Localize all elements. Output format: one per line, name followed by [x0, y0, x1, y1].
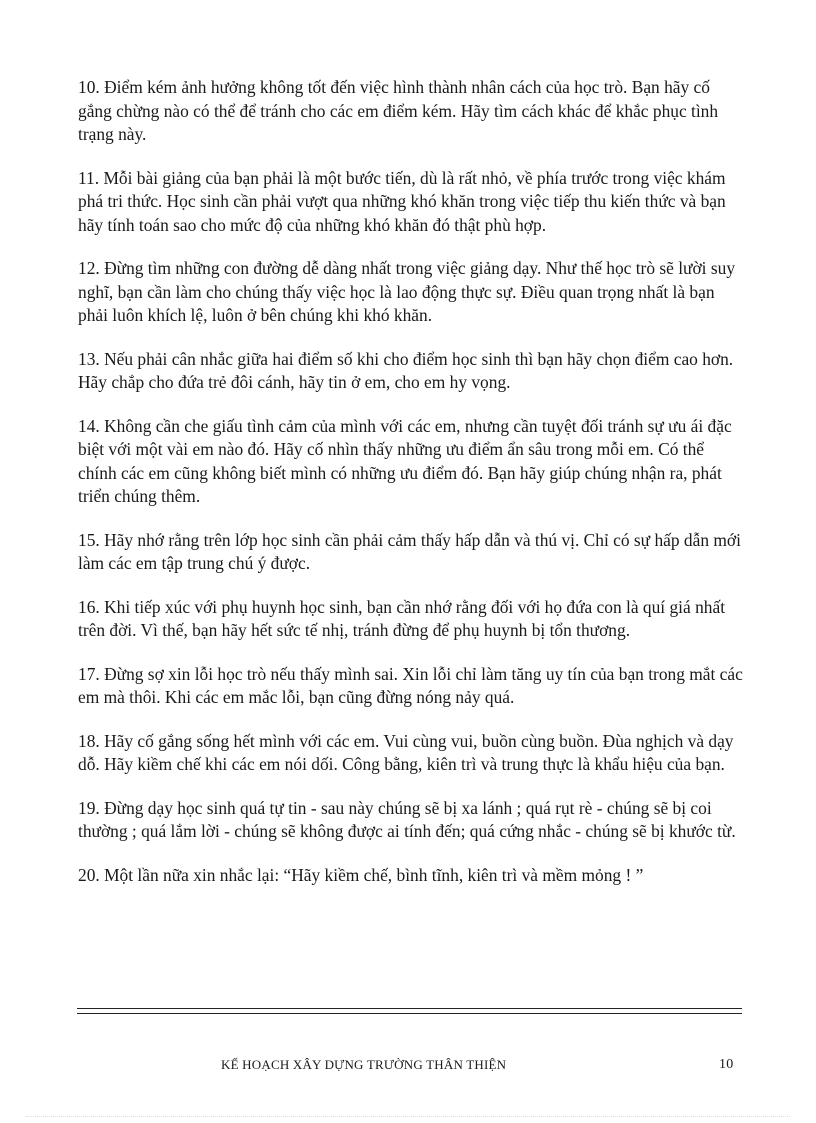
- list-item: 18. Hãy cố gắng sống hết mình với các em. Vui cùng vui, buồn cùng buồn. Đùa nghịch và dạy dỗ. Hãy kiềm chế khi các em nói dối. Công bằng, kiên trì và trung thực là khẩu hiệu của bạn.: [78, 730, 734, 774]
- list-item: 19. Đừng dạy học sinh quá tự tin - sau này chúng sẽ bị xa lánh ; quá rụt rè - chúng sẽ bị coi thường ; quá lắm lời - chúng sẽ không được ai tính đến; quá cứng nhắc - chúng sẽ bị khước từ.: [78, 797, 736, 841]
- list-item: 20. Một lần nữa xin nhắc lại: “Hãy kiềm chế, bình tĩnh, kiên trì và mềm mỏng ! ”: [78, 864, 644, 885]
- page-number: 10: [719, 1057, 734, 1072]
- list-item: 11. Mỗi bài giảng của bạn phải là một bước tiến, dù là rất nhỏ, về phía trước trong việc khám phá tri thức. Học sinh cần phải vượt qua những khó khăn trong việc tiếp thu kiến thức và bạn hãy tính toán sao cho mức độ của những khó khăn đó thật phù hợp.: [78, 167, 726, 235]
- list-item: 17. Đừng sợ xin lỗi học trò nếu thấy mình sai. Xin lỗi chỉ làm tăng uy tín của bạn trong mắt các em mà thôi. Khi các em mắc lỗi, bạn cũng đừng nóng nảy quá.: [78, 663, 743, 707]
- list-item: 14. Không cần che giấu tình cảm của mình với các em, nhưng cần tuyệt đối tránh sự ưu ái đặc biệt với một vài em nào đó. Hãy cố nhìn thấy những ưu điểm ẩn sâu trong mỗi em. Có thể chính các em cũng không biết mình có những ưu điểm đó. Bạn hãy giúp chúng nhận ra, phát triển chúng thêm.: [78, 415, 732, 506]
- list-item: 10. Điểm kém ảnh hưởng không tốt đến việc hình thành nhân cách của học trò. Bạn hãy cố gắng chừng nào có thể để tránh cho các em điểm kém. Hãy tìm cách khác để khắc phục tình trạng này.: [78, 77, 719, 144]
- list-item: 15. Hãy nhớ rằng trên lớp học sinh cần phải cảm thấy hấp dẫn và thú vị. Chỉ có sự hấp dẫn mới làm các em tập trung chú ý được.: [78, 529, 741, 573]
- document-body: [78, 76, 744, 887]
- list-item: 13. Nếu phải cân nhắc giữa hai điểm số khi cho điểm học sinh thì bạn hãy chọn điểm cao hơn. Hãy chắp cho đứa trẻ đôi cánh, hãy tin ở em, cho em hy vọng.: [78, 348, 734, 392]
- list-item: 12. Đừng tìm những con đường dễ dàng nhất trong việc giảng dạy. Như thế học trò sẽ lười suy nghĩ, bạn cần làm cho chúng thấy việc học là lao động thực sự. Điều quan trọng nhất là bạn phải luôn khích lệ, luôn ở bên chúng khi khó khăn.: [78, 258, 736, 325]
- page-edge-divider: [26, 1116, 790, 1117]
- list-item: 16. Khi tiếp xúc với phụ huynh học sinh, bạn cần nhớ rằng đối với họ đứa con là quí giá nhất trên đời. Vì thế, bạn hãy hết sức tế nhị, tránh đừng để phụ huynh bị tổn thương.: [78, 596, 726, 640]
- footer-double-rule: [77, 1008, 742, 1014]
- footer-title: KẾ HOẠCH XÂY DỰNG TRƯỜNG THÂN THIỆN: [221, 1057, 507, 1072]
